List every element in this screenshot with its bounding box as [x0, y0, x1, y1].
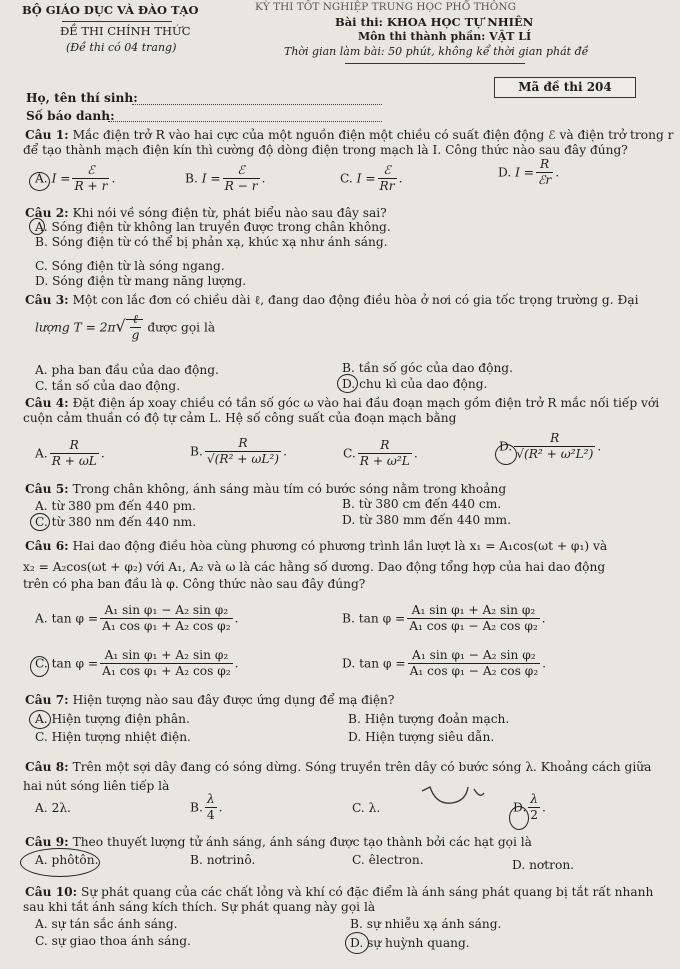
- question-1: [23, 128, 674, 159]
- q3-option-d[interactable]: D. chu kì của dao động.: [342, 377, 488, 391]
- question-text: Đặt điện áp xoay chiều có tần số góc ω vào hai đầu đoạn mạch gồm điện trở R mắc nối tiếp với: [72, 396, 660, 410]
- question-label: Câu 8:: [25, 760, 69, 774]
- q1-option-b[interactable]: B. I = $\frac{\text{ℰ}}{R - r}$ .: [185, 163, 266, 194]
- q10-option-a[interactable]: A. sự tán sắc ánh sáng.: [35, 917, 178, 931]
- q10-option-d[interactable]: D. sự huỳnh quang.: [350, 936, 470, 950]
- question-label: Câu 9:: [25, 835, 69, 849]
- question-text: Trong chân không, ánh sáng màu tím có bước sóng nằm trong khoảng: [72, 482, 507, 496]
- question-text: Theo thuyết lượng tử ánh sáng, ánh sáng được tạo thành bởi các hạt gọi là: [72, 835, 532, 849]
- q9-option-d[interactable]: D. nơtron.: [512, 858, 575, 872]
- q5-option-b[interactable]: B. từ 380 cm đến 440 cm.: [342, 497, 502, 511]
- answer-circle-q1: [29, 172, 50, 191]
- question-text: Mắc điện trở R vào hai cực của một nguồn điện một chiều có suất điện động ℰ và điện trở trong r: [72, 128, 674, 142]
- q1-option-c[interactable]: C. I = $\frac{\text{ℰ}}{Rr}$ .: [340, 163, 403, 194]
- q6-option-a[interactable]: A. tan φ = $\frac{\text{A₁ sin φ₁ − A₂ sin φ₂}}{\text{A₁ cos φ₁ + A₂ cos φ₂}}$ .: [35, 603, 239, 634]
- q5-option-a[interactable]: A. từ 380 pm đến 440 pm.: [35, 499, 196, 513]
- q7-option-a[interactable]: A. Hiện tượng điện phân.: [35, 712, 190, 726]
- question-text: sau khi tắt ánh sáng kích thích. Sự phát quang này gọi là: [23, 900, 376, 915]
- q4-option-b[interactable]: B. $\frac{R}{\text{√(R² + ωL²)}}$ .: [190, 436, 287, 467]
- question-6: [25, 536, 670, 593]
- q2-option-b[interactable]: B. Sóng điện từ có thể bị phản xạ, khúc xạ như ánh sáng.: [35, 235, 388, 249]
- question-text: hai nút sóng liên tiếp là: [23, 778, 170, 793]
- student-name-field[interactable]: [132, 104, 382, 105]
- question-label: Câu 1:: [25, 128, 69, 142]
- q9-option-a[interactable]: A. phôtôn.: [35, 853, 99, 867]
- question-3: [25, 293, 670, 308]
- question-text: Khi nói về sóng điện từ, phát biểu nào sau đây sai?: [72, 206, 387, 220]
- answer-circle-q6: [30, 656, 49, 677]
- q7-option-d[interactable]: D. Hiện tượng siêu dẫn.: [348, 730, 495, 744]
- question-text: Trên một sợi dây đang có sóng dừng. Sóng truyền trên dây có bước sóng λ. Khoảng cách giữa: [72, 760, 652, 774]
- q4-option-c[interactable]: C. $\frac{R}{\text{R + ω²L}}$ .: [343, 438, 418, 469]
- question-text: Hiện tượng nào sau đây được ứng dụng để mạ điện?: [72, 693, 395, 707]
- question-label: Câu 10:: [25, 885, 78, 899]
- question-label: Câu 3:: [25, 293, 69, 307]
- q5-option-c[interactable]: C. từ 380 nm đến 440 nm.: [35, 515, 197, 529]
- ministry-underline: [62, 21, 172, 22]
- question-label: Câu 2:: [25, 206, 69, 220]
- q3-option-c[interactable]: C. tần số của dao động.: [35, 379, 181, 393]
- question-text: trên có pha ban đầu là φ. Công thức nào sau đây đúng?: [23, 577, 366, 592]
- exam-title: KỲ THI TỐT NGHIỆP TRUNG HỌC PHỔ THÔNG: [255, 1, 516, 13]
- q4-option-a[interactable]: A. $\frac{R}{R + \omega L}$ .: [35, 438, 105, 469]
- question-text: Hai dao động điều hòa cùng phương có phương trình lần lượt là x₁ = A₁cos(ωt + φ₁) và: [72, 539, 608, 553]
- answer-circle-q2: [29, 218, 45, 235]
- q7-option-b[interactable]: B. Hiện tượng đoản mạch.: [348, 712, 510, 726]
- ministry-name: BỘ GIÁO DỤC VÀ ĐÀO TẠO: [22, 3, 199, 17]
- student-number-field[interactable]: [108, 121, 382, 122]
- q6-option-d[interactable]: D. tan φ = $\frac{\text{A₁ sin φ₁ − A₂ sin φ₂}}{\text{A₁ cos φ₁ − A₂ cos φ₂}}$ .: [342, 648, 546, 679]
- q7-option-c[interactable]: C. Hiện tượng nhiệt điện.: [35, 730, 191, 744]
- answer-circle-q9: [20, 848, 100, 877]
- student-name-label: Họ, tên thí sinh:: [26, 91, 138, 105]
- q1-option-d[interactable]: D. I = $\frac{R}{\text{ℰr}}$ .: [498, 157, 560, 188]
- question-2: [25, 206, 670, 221]
- q2-option-d[interactable]: D. Sóng điện từ mang năng lượng.: [35, 274, 247, 288]
- answer-circle-q7: [29, 710, 51, 729]
- q2-option-c[interactable]: C. Sóng điện từ là sóng ngang.: [35, 259, 225, 273]
- q9-option-c[interactable]: C. êlectron.: [352, 853, 424, 867]
- question-label: Câu 5:: [25, 482, 69, 496]
- question-text: để tạo thành mạch điện kín thì cường độ dòng điện trong mạch là I. Công thức nào sau đây đúng?: [23, 143, 628, 158]
- question-text: cuộn cảm thuần có độ tự cảm L. Hệ số công suất của đoạn mạch bằng: [23, 411, 457, 426]
- question-text: x₂ = A₂cos(ωt + φ₂) với A₁, A₂ và ω là các hằng số dương. Dao động tổng hợp của hai dao động: [23, 559, 606, 574]
- question-text: Sự phát quang của các chất lỏng và khí có đặc điểm là ánh sáng phát quang bị tắt rất nhanh: [81, 885, 654, 899]
- question-4: [25, 396, 670, 427]
- component-line: Môn thi thành phần: VẬT LÍ: [358, 30, 532, 43]
- hand-drawn-wave-sketch: [418, 783, 492, 811]
- subject-line: Bài thi: KHOA HỌC TỰ NHIÊN: [335, 15, 534, 29]
- question-5: [25, 482, 670, 497]
- student-number-label: Số báo danh:: [26, 109, 115, 123]
- answer-circle-q5: [30, 513, 50, 531]
- q9-option-b[interactable]: B. nơtrinô.: [190, 853, 256, 867]
- question-7: [25, 693, 670, 708]
- q4-option-d[interactable]: D. $\frac{R}{\text{√(R² + ω²L²)}}$ .: [499, 431, 602, 462]
- answer-circle-q4: [495, 444, 517, 465]
- question-label: Câu 7:: [25, 693, 69, 707]
- q6-option-b[interactable]: B. tan φ = $\frac{\text{A₁ sin φ₁ + A₂ sin φ₂}}{\text{A₁ cos φ₁ − A₂ cos φ₂}}$ .: [342, 603, 546, 634]
- q3-option-b[interactable]: B. tần số góc của dao động.: [342, 361, 513, 375]
- q5-option-d[interactable]: D. từ 380 mm đến 440 mm.: [342, 513, 511, 527]
- question-9: [25, 835, 670, 850]
- exam-code: Mã đề thi 204: [518, 80, 612, 94]
- q3-formula: lượng T = 2π√ $\frac{\text{ℓ}}{g}$ được gọi là: [35, 312, 216, 343]
- answer-circle-q3: [337, 374, 358, 393]
- page-count: (Đề thi có 04 trang): [66, 41, 177, 54]
- question-text: Một con lắc đơn có chiều dài ℓ, đang dao động điều hòa ở nơi có gia tốc trọng trường g. Đại: [72, 293, 639, 307]
- q10-option-b[interactable]: B. sự nhiễu xạ ánh sáng.: [350, 917, 502, 931]
- q1-option-a[interactable]: A. I = $\frac{\text{ℰ}}{R + r}$ .: [35, 163, 116, 194]
- answer-circle-q10: [345, 932, 369, 954]
- answer-circle-q8: [509, 806, 529, 830]
- question-label: Câu 6:: [25, 539, 69, 553]
- q8-option-b[interactable]: B. $\frac{\lambda}{4}$ .: [190, 792, 223, 823]
- q8-option-a[interactable]: A. 2λ.: [35, 801, 71, 815]
- time-line: Thời gian làm bài: 50 phút, không kể thời gian phát đề: [284, 45, 589, 58]
- q8-option-d[interactable]: D. $\frac{\lambda}{2}$ .: [513, 792, 546, 823]
- header-underline: [345, 63, 525, 64]
- q3-option-a[interactable]: A. pha ban đầu của dao động.: [35, 363, 219, 377]
- official-label: ĐỀ THI CHÍNH THỨC: [60, 24, 191, 38]
- q8-option-c[interactable]: C. λ.: [352, 801, 381, 815]
- question-10: [25, 885, 670, 916]
- question-label: Câu 4:: [25, 396, 69, 410]
- exam-code-box: [494, 77, 636, 98]
- question-8: [25, 758, 670, 796]
- q10-option-c[interactable]: C. sự giao thoa ánh sáng.: [35, 934, 191, 948]
- q2-option-a[interactable]: A. Sóng điện từ không lan truyền được trong chân không.: [35, 220, 391, 234]
- q6-option-c[interactable]: C. tan φ = $\frac{\text{A₁ sin φ₁ + A₂ sin φ₂}}{\text{A₁ cos φ₁ + A₂ cos φ₂}}$ .: [35, 648, 239, 679]
